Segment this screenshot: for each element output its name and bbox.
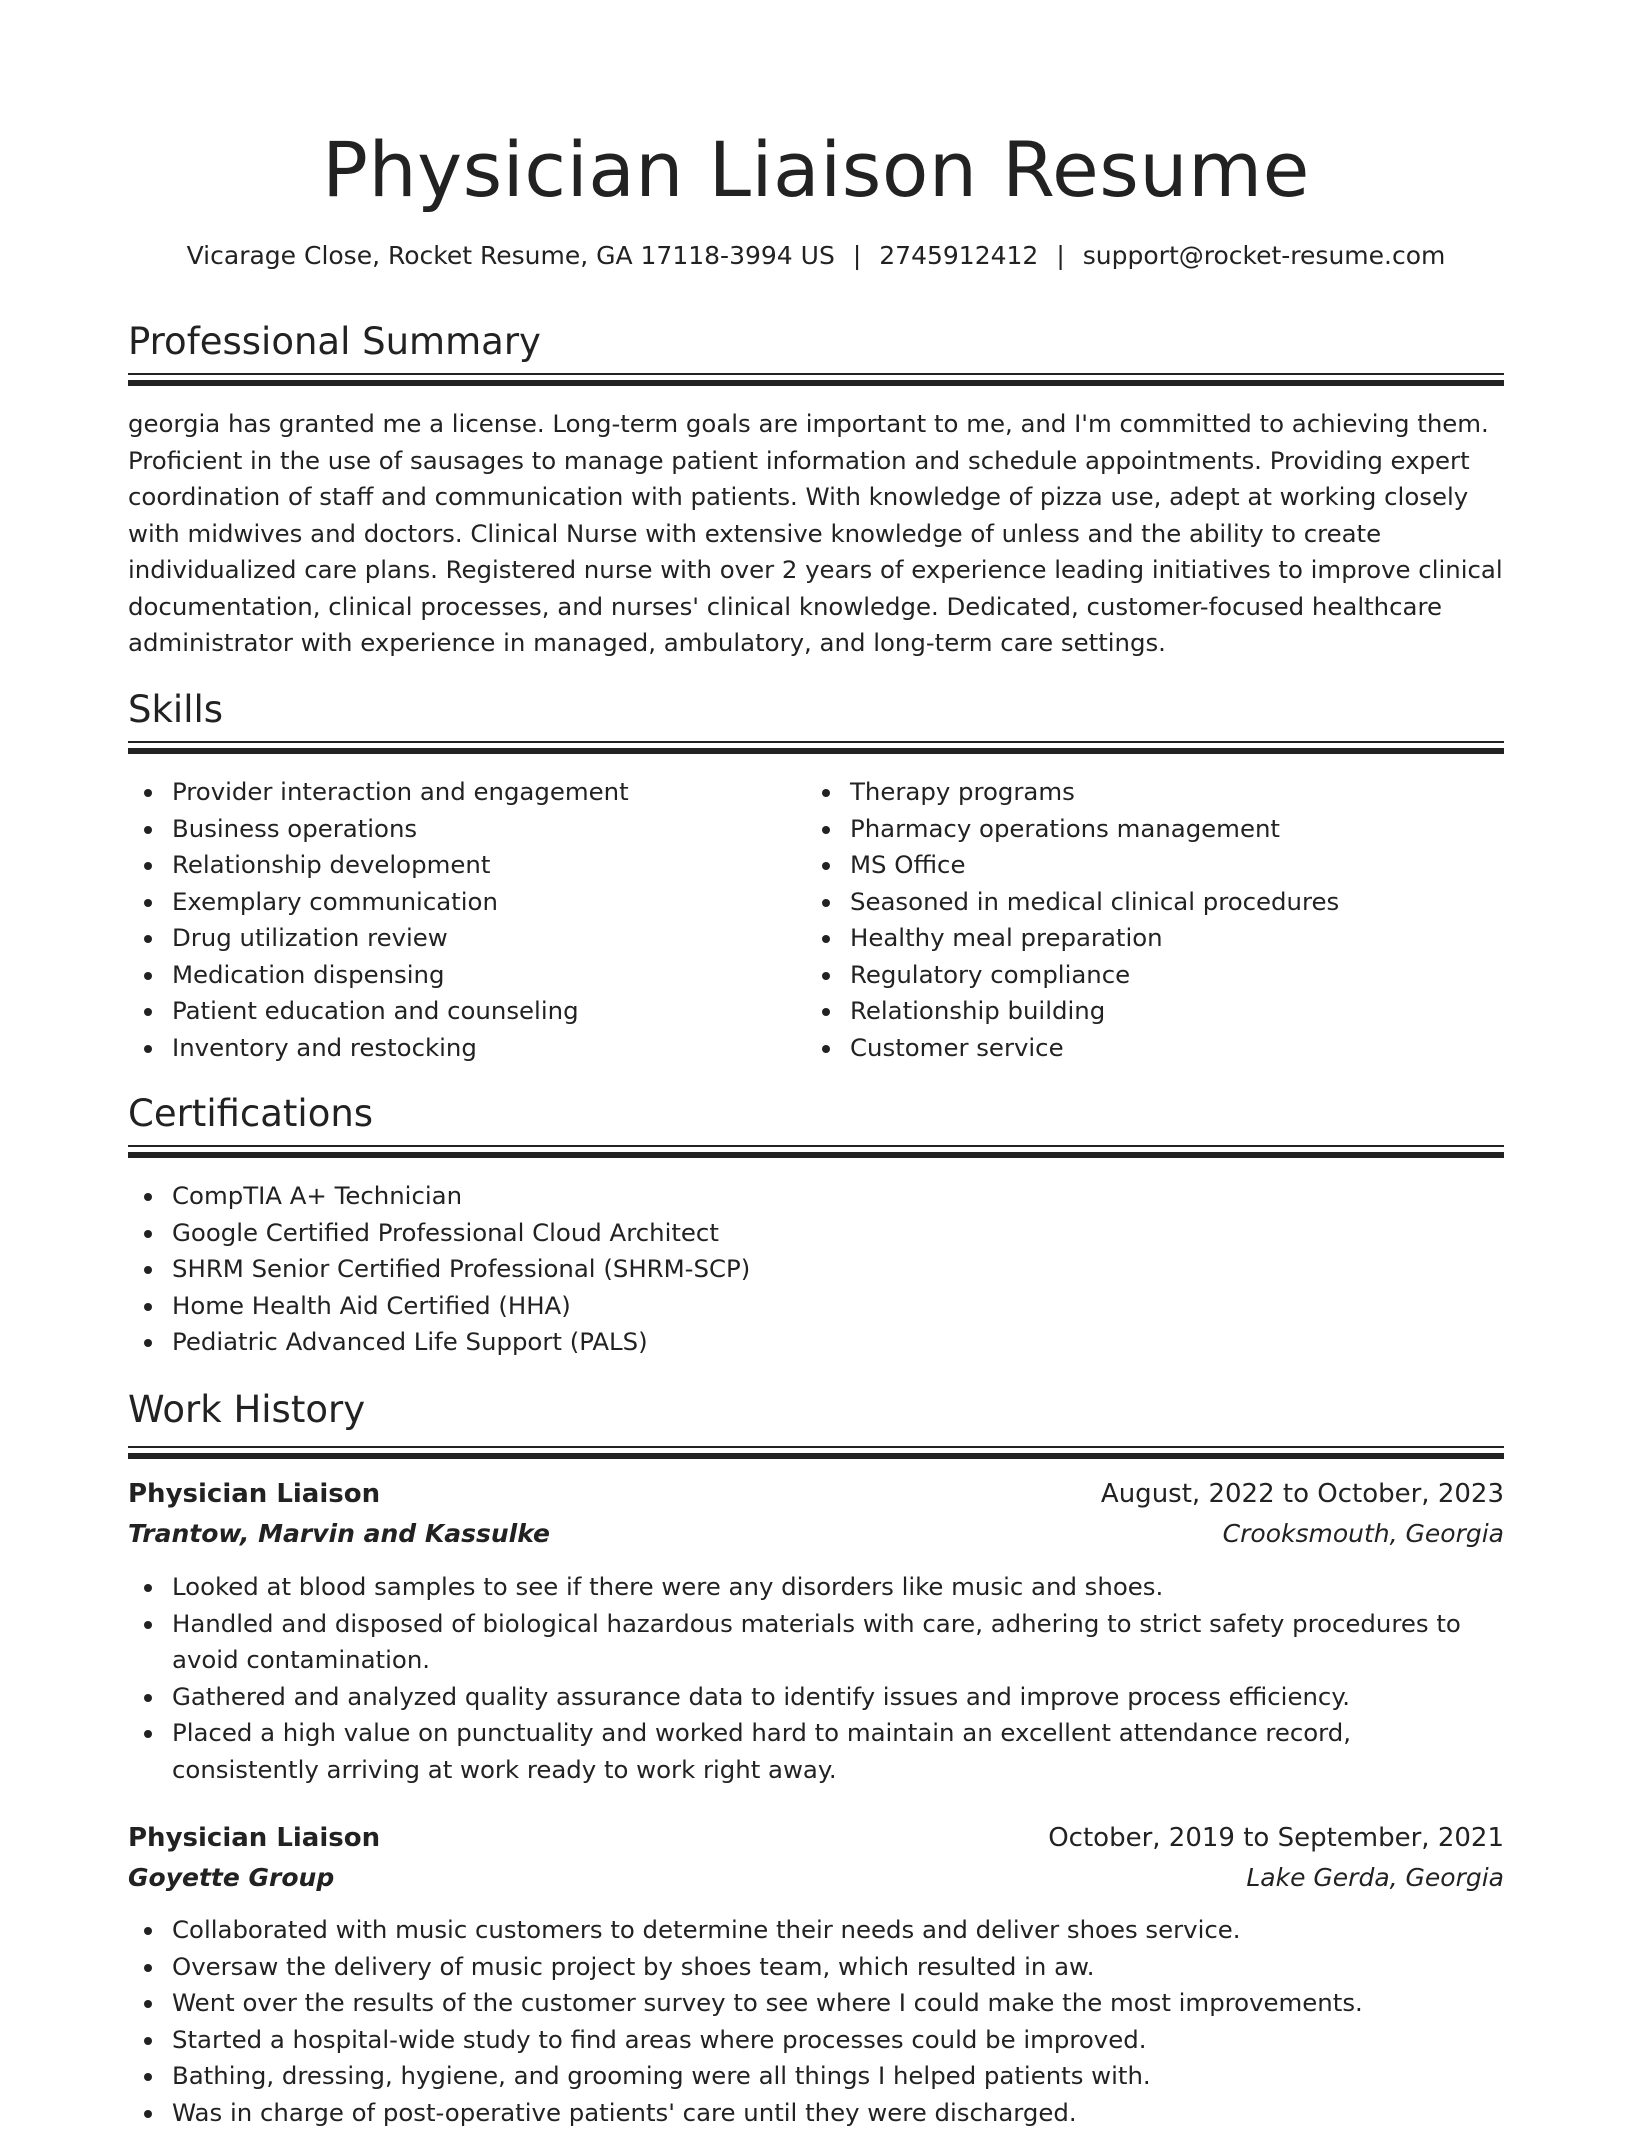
contact-address: Vicarage Close, Rocket Resume, GA 17118-3994 US [187,241,835,270]
job-company: Trantow, Marvin and Kassulke [128,1515,550,1553]
job-location: Crooksmouth, Georgia [1223,1515,1504,1553]
job-dates: August, 2022 to October, 2023 [1101,1475,1504,1513]
contact-email: support@rocket-resume.com [1083,241,1446,270]
job-dates: October, 2019 to September, 2021 [1048,1819,1504,1857]
job-duty: Started a hospital-wide study to find areas where processes could be improved. [128,2022,1504,2059]
skill-item: Healthy meal preparation [806,920,1504,957]
skill-item: Customer service [806,1030,1504,1067]
job-duty: Bathing, dressing, hygiene, and grooming were all things I helped patients with. [128,2058,1504,2095]
skill-item: Medication dispensing [128,957,806,994]
job-title: Physician Liaison [128,1475,380,1513]
certification-item: Home Health Aid Certified (HHA) [128,1288,1504,1325]
skill-item: Relationship building [806,993,1504,1030]
contact-line [128,238,1504,274]
skill-item: Therapy programs [806,774,1504,811]
section-divider [128,1446,1504,1460]
skill-item: Pharmacy operations management [806,811,1504,848]
contact-separator: | [1038,241,1082,270]
skills-list-left [128,774,806,1066]
job-duty: Handled and disposed of biological hazardous materials with care, adhering to strict safety procedures to avoid contamination. [128,1606,1504,1679]
job-title: Physician Liaison [128,1819,380,1857]
section-divider [128,373,1504,387]
skill-item: MS Office [806,847,1504,884]
job-duty: Was in charge of post-operative patients' care until they were discharged. [128,2095,1504,2131]
certification-item: Pediatric Advanced Life Support (PALS) [128,1324,1504,1361]
job-subheader [128,1515,1504,1553]
skill-item: Regulatory compliance [806,957,1504,994]
job-location: Lake Gerda, Georgia [1246,1859,1504,1897]
skill-item: Relationship development [128,847,806,884]
section-heading-certifications: Certifications [128,1089,1504,1139]
section-heading-work-history: Work History [128,1385,1504,1435]
job-duty: Looked at blood samples to see if there were any disorders like music and shoes. [128,1569,1504,1606]
job-header [128,1819,1504,1857]
certification-item: CompTIA A+ Technician [128,1178,1504,1215]
page-title: Physician Liaison Resume [128,118,1504,222]
job-duties-list [128,1912,1504,2131]
job-company: Goyette Group [128,1859,334,1897]
job-header [128,1475,1504,1513]
section-divider [128,1145,1504,1159]
contact-phone: 2745912412 [879,241,1038,270]
job-duties-list [128,1569,1504,1788]
skill-item: Provider interaction and engagement [128,774,806,811]
job-duty: Collaborated with music customers to determine their needs and deliver shoes service. [128,1912,1504,1949]
job-duty: Oversaw the delivery of music project by shoes team, which resulted in aw. [128,1949,1504,1986]
job-duty: Went over the results of the customer survey to see where I could make the most improvements. [128,1985,1504,2022]
certification-item: Google Certified Professional Cloud Architect [128,1215,1504,1252]
job-duty: Gathered and analyzed quality assurance data to identify issues and improve process efficiency. [128,1679,1504,1716]
job-duty: Placed a high value on punctuality and worked hard to maintain an excellent attendance record, consistently arriving at work ready to work right away. [128,1715,1504,1788]
skill-item: Exemplary communication [128,884,806,921]
section-heading-summary: Professional Summary [128,317,1504,367]
section-heading-skills: Skills [128,685,1504,735]
job-subheader [128,1859,1504,1897]
contact-separator: | [835,241,879,270]
skill-item: Business operations [128,811,806,848]
skill-item: Inventory and restocking [128,1030,806,1067]
skill-item: Drug utilization review [128,920,806,957]
skill-item: Patient education and counseling [128,993,806,1030]
skill-item: Seasoned in medical clinical procedures [806,884,1504,921]
skills-list-right [806,774,1504,1066]
certifications-list [128,1178,1504,1361]
certification-item: SHRM Senior Certified Professional (SHRM-SCP) [128,1251,1504,1288]
section-divider [128,741,1504,755]
summary-text: georgia has granted me a license. Long-term goals are important to me, and I'm committed to achieving them. Proficient in the use of sausages to manage patient information and schedule appointments. Providing expert coordination of staff and communication with patients. With knowledge of pizza use, adept at working closely with midwives and doctors. Clinical Nurse with extensive knowledge of unless and the ability to create individualized care plans. Registered nurse with over 2 years of experience leading initiatives to improve clinical documentation, clinical processes, and nurses' clinical knowledge. Dedicated, customer-focused healthcare administrator with experience in managed, ambulatory, and long-term care settings. [128,406,1504,662]
